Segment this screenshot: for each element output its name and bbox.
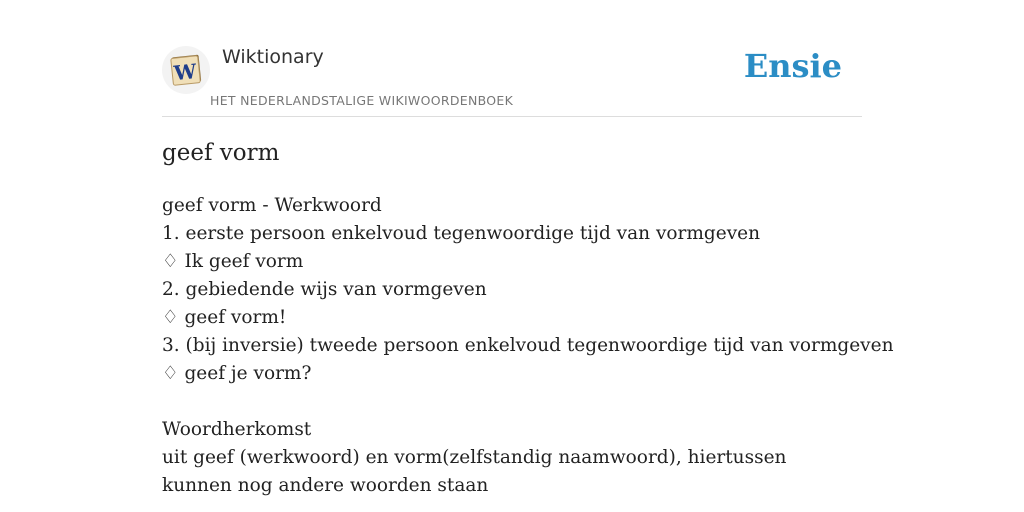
etymology-heading: Woordherkomst (162, 419, 312, 440)
logo-letter: W (172, 58, 198, 86)
etymology-text: uit geef (werkwoord) en vorm(zelfstandig naamwoord), hiertussen kunnen nog andere woorden staan (162, 447, 787, 496)
entry-body (162, 192, 894, 500)
definition-line: 2. gebiedende wijs van vormgeven (162, 279, 487, 300)
definition-line: 3. (bij inversie) tweede persoon enkelvoud tegenwoordige tijd van vormgeven (162, 335, 894, 356)
wiktionary-logo-icon[interactable] (162, 46, 210, 94)
site-header (162, 0, 862, 117)
entry-heading: geef vorm - Werkwoord (162, 195, 382, 216)
logo-tile (168, 52, 204, 88)
page-title: geef vorm (162, 140, 280, 166)
definition-line: 1. eerste persoon enkelvoud tegenwoordige tijd van vormgeven (162, 223, 761, 244)
example-line: ♢ Ik geef vorm (162, 251, 304, 272)
example-line: ♢ geef vorm! (162, 307, 287, 328)
section-spacer (162, 388, 862, 416)
page-container (162, 0, 894, 496)
site-name[interactable]: Wiktionary (222, 46, 324, 68)
site-tagline: HET NEDERLANDSTALIGE WIKIWOORDENBOEK (210, 93, 514, 108)
example-line: ♢ geef je vorm? (162, 363, 312, 384)
ensie-brand-link[interactable]: Ensie (743, 47, 842, 85)
